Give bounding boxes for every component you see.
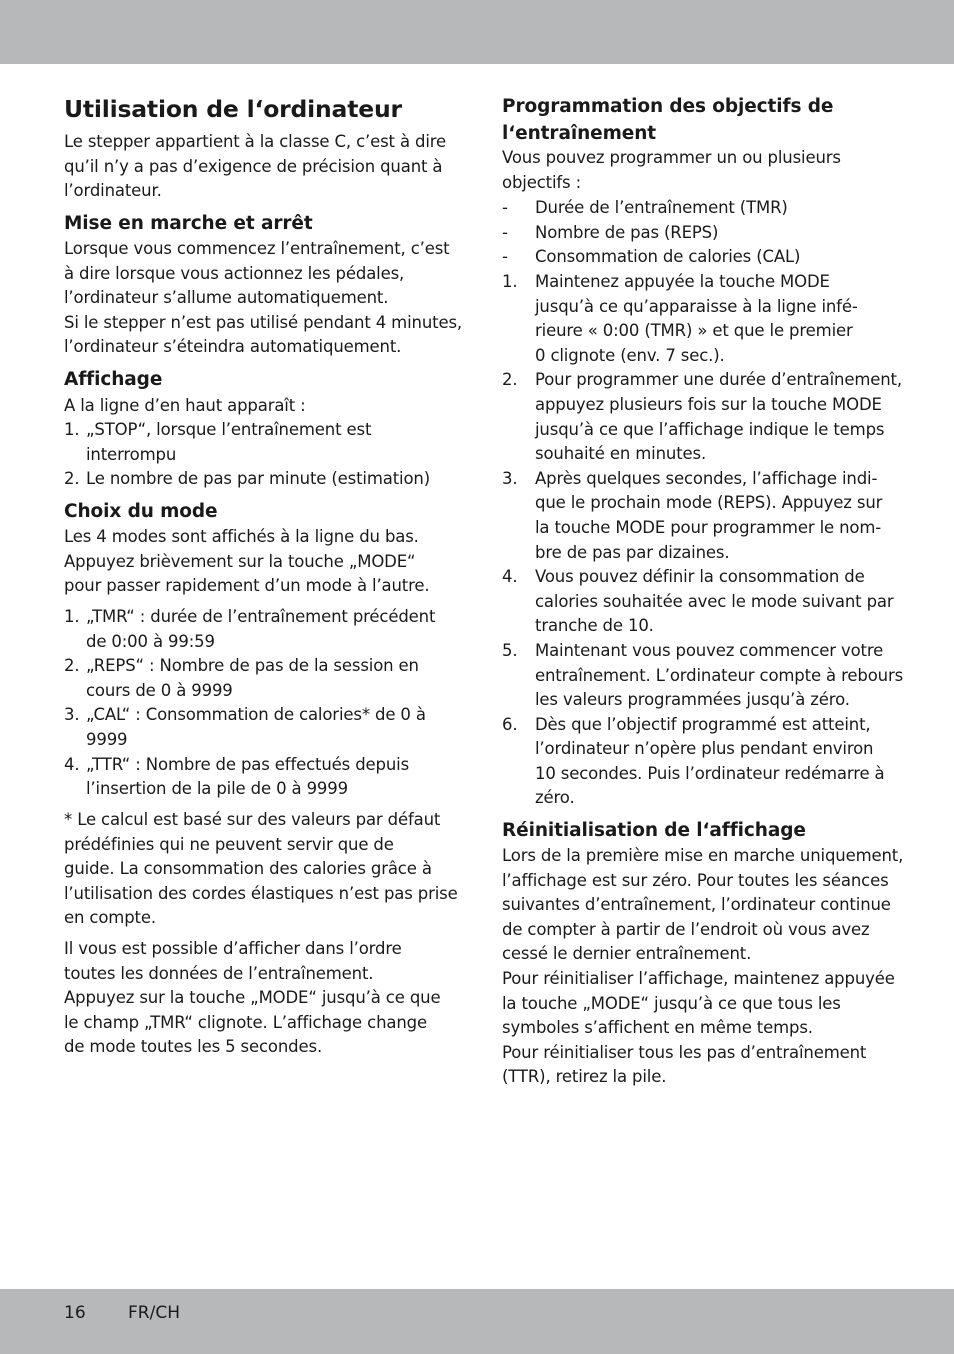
list-marker: 1. [64, 420, 80, 439]
text-line: symboles s’affichent en même temps. [502, 1018, 813, 1038]
text-line: pour passer rapidement d’un mode à l’autre. [64, 576, 430, 596]
list-item [502, 713, 894, 811]
section-heading-display: Affichage [64, 369, 163, 390]
list-item [502, 245, 894, 270]
list-item-line: cours de 0 à 9999 [86, 680, 233, 700]
text-line: Pour réinitialiser l’affichage, maintenez appuyée [502, 968, 895, 988]
text-line: Lorsque vous commencez l’entraînement, c’est [64, 239, 450, 258]
goals-intro [502, 146, 894, 195]
list-marker: 2. [64, 469, 80, 489]
list-item-line: Dès que l’objectif programmé est atteint, [535, 714, 871, 734]
text-line: objectifs : [502, 172, 581, 192]
page-number: 16 [64, 1303, 86, 1323]
list-marker: 6. [502, 714, 518, 734]
list-item-line: les valeurs programmées jusqu’à zéro. [535, 690, 850, 710]
list-item-line: Maintenez appuyée la touche MODE [535, 272, 830, 291]
list-item [64, 467, 456, 492]
list-item-line: zéro. [535, 788, 575, 808]
text-line: Appuyez sur la touche „MODE“ jusqu’à ce que [64, 988, 441, 1008]
text-line: l’affichage est sur zéro. Pour toutes les séances [502, 870, 889, 890]
list-item [64, 753, 456, 802]
calorie-note [64, 808, 456, 931]
list-item-line: bre de pas par dizaines. [535, 542, 730, 562]
goals-steps-list [502, 270, 904, 811]
section-heading-mode: Choix du mode [64, 501, 218, 522]
list-item-line: calories souhaitée avec le mode suivant par [535, 591, 894, 611]
list-item-line: „CAL“ : Consommation de calories* de 0 à [86, 705, 426, 725]
list-item-line: appuyez plusieurs fois sur la touche MODE [535, 394, 882, 414]
list-item-line: Après quelques secondes, l’affichage indi- [535, 468, 878, 488]
list-item [502, 196, 894, 221]
text-line: Les 4 modes sont affichés à la ligne du bas. [64, 527, 419, 546]
text-line: la touche „MODE“ jusqu’à ce que tous les [502, 993, 841, 1013]
text-line: Vous pouvez programmer un ou plusieurs [502, 148, 841, 167]
list-marker: 2. [64, 656, 80, 676]
list-marker: - [502, 247, 508, 267]
list-item-line: entraînement. L’ordinateur compte à rebours [535, 665, 904, 685]
page-title: Utilisation de l‘ordinateur [64, 95, 402, 123]
list-item-line: „TTR“ : Nombre de pas effectués depuis [86, 754, 410, 774]
list-marker: 2. [502, 370, 518, 390]
intro-paragraph [64, 130, 456, 204]
reset-paragraph [502, 844, 904, 1090]
list-item [64, 418, 456, 467]
list-item-line: 0 clignote (env. 7 sec.). [535, 345, 725, 365]
list-item-line: Vous pouvez définir la consommation de [535, 567, 865, 587]
mode-list [64, 605, 456, 802]
text-line: Pour réinitialiser tous les pas d’entraînement [502, 1042, 867, 1062]
list-item-line: „TMR“ : durée de l’entraînement précédent [86, 607, 436, 626]
text-line: guide. La consommation des calories grâce à [64, 859, 432, 879]
list-item-line: la touche MODE pour programmer le nom- [535, 517, 882, 537]
list-item-line: Le nombre de pas par minute (estimation) [86, 469, 431, 489]
text-line: de compter à partir de l’endroit où vous avez [502, 919, 870, 939]
list-item [64, 703, 456, 752]
list-item-line: souhaité en minutes. [535, 444, 707, 464]
list-item-line: interrompu [86, 444, 177, 464]
list-item-line: Durée de l’entraînement (TMR) [535, 198, 788, 217]
text-line: l’ordinateur. [64, 181, 162, 201]
list-item-line: jusqu’à ce qu’apparaisse à la ligne infé- [535, 296, 858, 316]
list-marker: - [502, 222, 508, 242]
header-band [0, 0, 954, 64]
list-marker: 3. [502, 468, 518, 488]
list-marker: 3. [64, 705, 80, 725]
text-line: l‘entraînement [502, 123, 657, 144]
list-item-line: „REPS“ : Nombre de pas de la session en [86, 656, 419, 676]
list-item [502, 221, 894, 246]
text-line: prédéfinies qui ne peuvent servir que de [64, 834, 394, 854]
list-item-line: Consommation de calories (CAL) [535, 247, 801, 267]
text-line: en compte. [64, 908, 156, 928]
list-marker: 5. [502, 640, 518, 660]
list-item-line: 9999 [86, 729, 128, 749]
list-item [502, 565, 894, 639]
display-intro: A la ligne d’en haut apparaît : [64, 396, 306, 415]
list-marker: 1. [502, 272, 518, 291]
list-item-line: l’ordinateur n’opère plus pendant environ [535, 739, 874, 759]
list-item-line: Maintenant vous pouvez commencer votre [535, 640, 884, 660]
power-paragraph [64, 237, 463, 360]
list-item-line: que le prochain mode (REPS). Appuyez sur [535, 493, 883, 513]
text-line: l’utilisation des cordes élastiques n’est pas prise [64, 883, 458, 903]
list-item [502, 639, 904, 713]
text-line: Le stepper appartient à la classe C, c’est à dire [64, 132, 447, 151]
language-code: FR/CH [128, 1303, 180, 1323]
text-line: Il vous est possible d’afficher dans l’ordre [64, 939, 402, 958]
list-marker: 1. [64, 607, 80, 626]
list-marker: 4. [64, 754, 80, 774]
list-marker: - [502, 198, 508, 217]
list-item [502, 270, 894, 368]
cycle-paragraph [64, 937, 456, 1060]
display-list [64, 418, 456, 492]
list-item-line: Nombre de pas (REPS) [535, 222, 719, 242]
text-line: Lors de la première mise en marche uniquement, [502, 846, 904, 865]
goals-dash-list [502, 196, 894, 270]
text-line: cessé le dernier entraînement. [502, 944, 752, 964]
text-line: de mode toutes les 5 secondes. [64, 1037, 323, 1057]
list-item-line: rieure « 0:00 (TMR) » et que le premier [535, 321, 853, 341]
text-line: * Le calcul est basé sur des valeurs par défaut [64, 810, 441, 829]
text-line: à dire lorsque vous actionnez les pédales, [64, 263, 405, 283]
list-item-line: 10 secondes. Puis l’ordinateur redémarre à [535, 763, 885, 783]
text-line: l’ordinateur s’allume automatiquement. [64, 288, 389, 308]
list-marker: 4. [502, 567, 518, 587]
list-item [502, 467, 894, 565]
list-item-line: tranche de 10. [535, 616, 654, 636]
text-line: l’ordinateur s’éteindra automatiquement. [64, 337, 402, 357]
list-item-line: de 0:00 à 99:59 [86, 631, 215, 651]
list-item-line: „STOP“, lorsque l’entraînement est [86, 420, 372, 439]
text-line: le champ „TMR“ clignote. L’affichage change [64, 1012, 427, 1032]
list-item-line: l’insertion de la pile de 0 à 9999 [86, 779, 348, 799]
list-item-line: jusqu’à ce que l’affichage indique le temps [535, 419, 885, 439]
section-heading-power: Mise en marche et arrêt [64, 213, 313, 234]
text-line: Appuyez brièvement sur la touche „MODE“ [64, 551, 416, 571]
section-heading-goals [502, 93, 894, 147]
mode-intro [64, 525, 456, 599]
text-line: (TTR), retirez la pile. [502, 1067, 667, 1087]
text-line: toutes les données de l’entraînement. [64, 963, 374, 983]
list-item [64, 654, 456, 703]
text-line: Si le stepper n’est pas utilisé pendant 4 minutes, [64, 312, 463, 332]
list-item [502, 368, 902, 466]
text-line: Programmation des objectifs de [502, 96, 834, 117]
text-line: qu’il n’y a pas d’exigence de précision quant à [64, 156, 443, 176]
list-item-line: Pour programmer une durée d’entraînement, [535, 370, 902, 390]
text-line: suivantes d’entraînement, l’ordinateur continue [502, 895, 891, 915]
section-heading-reset: Réinitialisation de l‘affichage [502, 820, 806, 841]
list-item [64, 605, 456, 654]
